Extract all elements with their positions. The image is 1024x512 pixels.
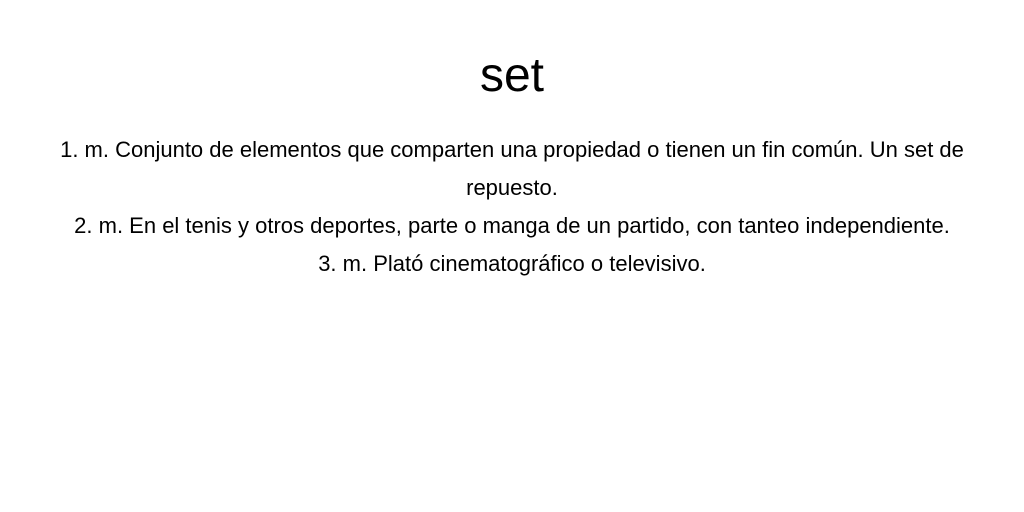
definition-1: 1. m. Conjunto de elementos que comparten una propiedad o tienen un fin común. Un set de repuesto.	[60, 137, 964, 200]
definition-list	[42, 131, 982, 283]
definition-2: 2. m. En el tenis y otros deportes, parte o manga de un partido, con tanteo independiente.	[74, 213, 950, 238]
headword: set	[479, 49, 545, 102]
definition-3: 3. m. Plató cinematográfico o televisivo.	[318, 251, 706, 276]
